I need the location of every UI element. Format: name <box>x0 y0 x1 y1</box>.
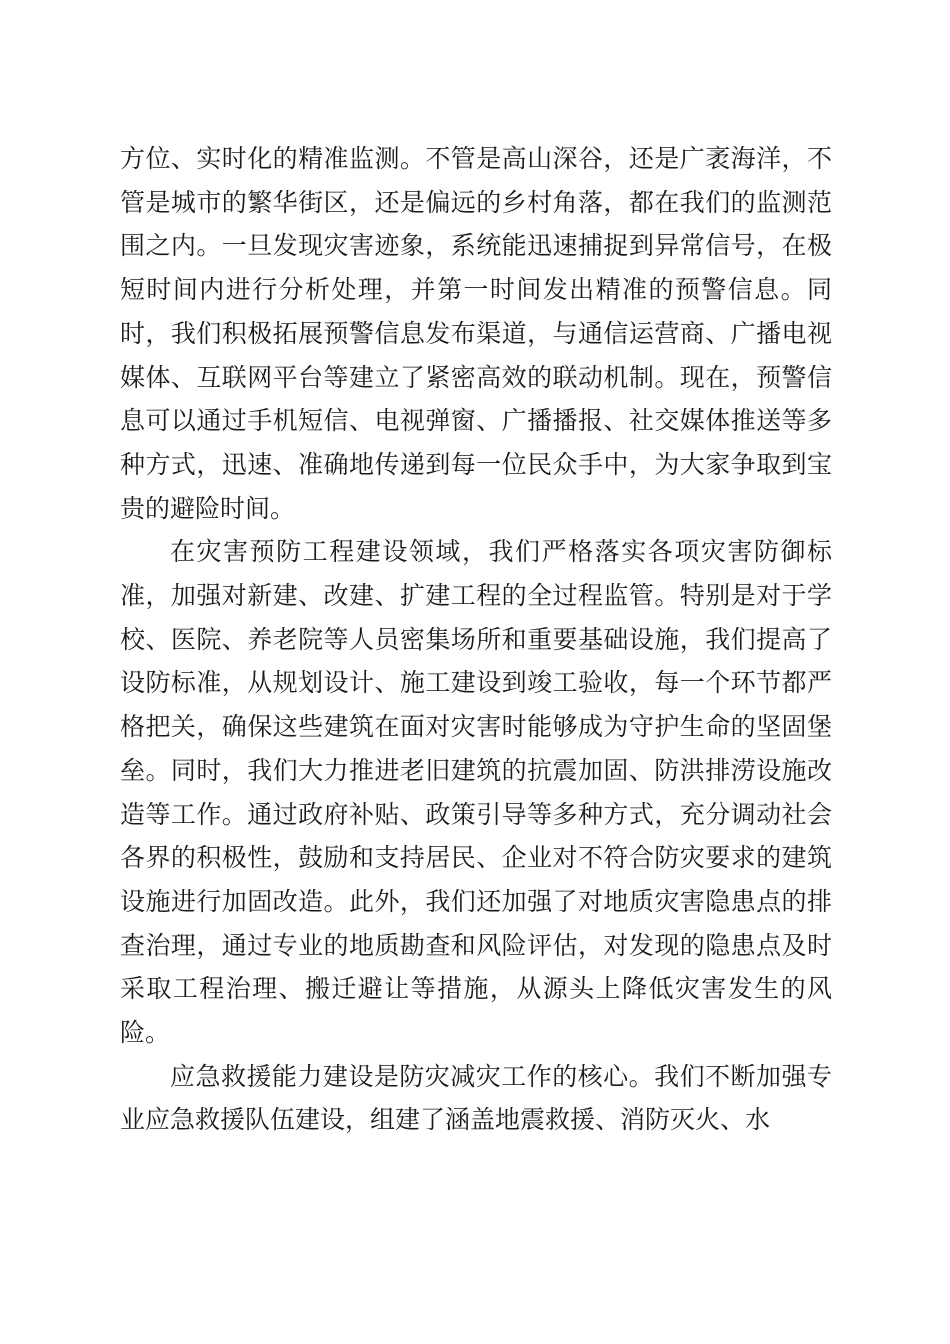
paragraph-monitoring-warning: 方位、实时化的精准监测。不管是高山深谷，还是广袤海洋，不管是城市的繁华街区，还是偏远的乡村角落，都在我们的监测范围之内。一旦发现灾害迹象，系统能迅速捕捉到异常信号，在极短时间内进行分析处理，并第一时间发出精准的预警信息。同时，我们积极拓展预警信息发布渠道，与通信运营商、广播电视媒体、互联网平台等建立了紧密高效的联动机制。现在，预警信息可以通过手机短信、电视弹窗、广播播报、社交媒体推送等多种方式，迅速、准确地传递到每一位民众手中，为大家争取到宝贵的避险时间。 <box>120 144 832 523</box>
document-body <box>120 137 832 1142</box>
paragraph-disaster-prevention-engineering: 在灾害预防工程建设领域，我们严格落实各项灾害防御标准，加强对新建、改建、扩建工程的全过程监管。特别是对于学校、医院、养老院等人员密集场所和重要基础设施，我们提高了设防标准，从规划设计、施工建设到竣工验收，每一个环节都严格把关，确保这些建筑在面对灾害时能够成为守护生命的坚固堡垒。同时，我们大力推进老旧建筑的抗震加固、防洪排涝设施改造等工作。通过政府补贴、政策引导等多种方式，充分调动社会各界的积极性，鼓励和支持居民、企业对不符合防灾要求的建筑设施进行加固改造。此外，我们还加强了对地质灾害隐患点的排查治理，通过专业的地质勘查和风险评估，对发现的隐患点及时采取工程治理、搬迁避让等措施，从源头上降低灾害发生的风险。 <box>120 537 832 1048</box>
paragraph-emergency-rescue: 应急救援能力建设是防灾减灾工作的核心。我们不断加强专业应急救援队伍建设，组建了涵盖地震救援、消防灭火、水 <box>120 1061 832 1135</box>
